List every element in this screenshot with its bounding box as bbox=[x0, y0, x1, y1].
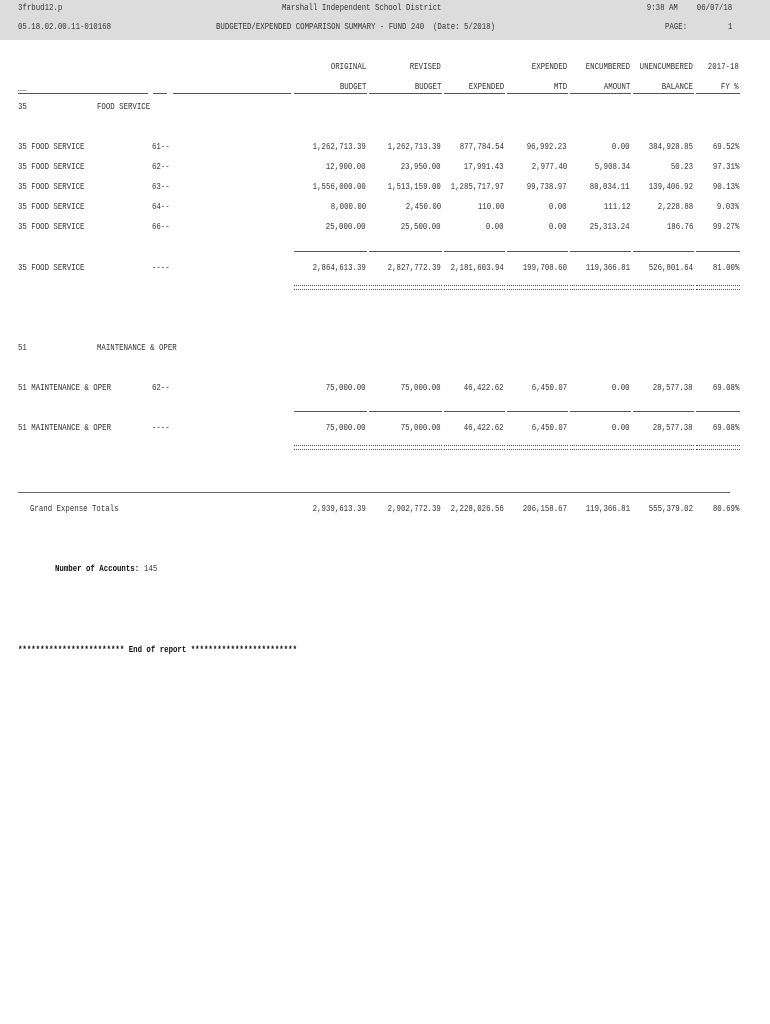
section-total-value: 526,801.64 bbox=[648, 263, 693, 273]
row-value: 46,422.62 bbox=[464, 383, 504, 393]
header-underline bbox=[507, 93, 568, 94]
column-header-bottom: MTD bbox=[553, 82, 567, 92]
subtotal-rule bbox=[369, 251, 442, 252]
row-label: 35 FOOD SERVICE bbox=[18, 222, 85, 232]
total-double-rule bbox=[507, 285, 568, 290]
column-header-top: EXPENDED bbox=[531, 62, 567, 72]
row-value: 139,406.92 bbox=[648, 182, 693, 192]
total-double-rule bbox=[444, 285, 505, 290]
accounts-label: Number of Accounts: bbox=[55, 564, 140, 574]
row-value: 9.03% bbox=[716, 202, 739, 212]
row-value: 6,450.07 bbox=[531, 383, 567, 393]
section-total-value: 81.00% bbox=[712, 263, 739, 273]
report-time: 9:38 AM bbox=[646, 3, 678, 13]
total-double-rule bbox=[294, 445, 367, 450]
row-value: 384,928.85 bbox=[648, 142, 693, 152]
subtotal-rule bbox=[507, 251, 568, 252]
subtotal-rule bbox=[369, 411, 442, 412]
section-total-value: 6,450.07 bbox=[531, 423, 567, 433]
header-underline bbox=[633, 93, 694, 94]
row-value: 1,262,713.39 bbox=[387, 142, 441, 152]
subtotal-rule bbox=[696, 411, 740, 412]
header-underline bbox=[18, 93, 148, 94]
grand-total-value: 119,366.81 bbox=[585, 504, 630, 514]
row-label: 35 FOOD SERVICE bbox=[18, 142, 85, 152]
column-header-bottom: BALANCE bbox=[661, 82, 693, 92]
header-underline bbox=[153, 93, 167, 94]
total-double-rule bbox=[570, 445, 631, 450]
column-header-top: UNENCUMBERED bbox=[639, 62, 693, 72]
column-header-bottom: AMOUNT bbox=[603, 82, 630, 92]
row-value: 50.23 bbox=[670, 162, 693, 172]
section-code: 35 bbox=[18, 102, 27, 112]
header-underline bbox=[369, 93, 442, 94]
row-object: 61-- bbox=[152, 142, 170, 152]
column-header-bottom: EXPENDED bbox=[468, 82, 504, 92]
section-total-value: 2,181,603.94 bbox=[450, 263, 504, 273]
row-value: 0.00 bbox=[612, 383, 630, 393]
grand-separator bbox=[18, 492, 730, 493]
row-value: 0.00 bbox=[549, 222, 567, 232]
row-object: 62-- bbox=[152, 383, 170, 393]
section-total-value: 2,827,772.39 bbox=[387, 263, 441, 273]
subtotal-rule bbox=[444, 411, 505, 412]
row-value: 88,034.11 bbox=[590, 182, 630, 192]
row-value: 90.13% bbox=[712, 182, 739, 192]
subtotal-rule bbox=[633, 251, 694, 252]
section-total-value: 2,864,613.39 bbox=[312, 263, 366, 273]
total-double-rule bbox=[570, 285, 631, 290]
column-header-top: ORIGINAL bbox=[330, 62, 366, 72]
row-value: 25,500.00 bbox=[401, 222, 441, 232]
column-header-bottom: FY % bbox=[721, 82, 739, 92]
section-total-value: 0.00 bbox=[612, 423, 630, 433]
section-total-value: 119,366.81 bbox=[585, 263, 630, 273]
report-title: BUDGETED/EXPENDED COMPARISON SUMMARY - FUND 240 (Date: 5/2018) bbox=[216, 22, 496, 32]
page-label: PAGE: bbox=[665, 22, 688, 32]
row-value: 5,908.34 bbox=[594, 162, 630, 172]
blank-column: __ bbox=[18, 83, 27, 93]
row-value: 12,900.00 bbox=[326, 162, 366, 172]
subtotal-rule bbox=[696, 251, 740, 252]
row-object: 66-- bbox=[152, 222, 170, 232]
section-total-value: 46,422.62 bbox=[464, 423, 504, 433]
section-total-value: 75,000.00 bbox=[326, 423, 366, 433]
subtotal-rule bbox=[633, 411, 694, 412]
grand-total-label: Grand Expense Totals bbox=[30, 504, 119, 514]
header-underline bbox=[294, 93, 367, 94]
total-double-rule bbox=[369, 445, 442, 450]
column-header-bottom: BUDGET bbox=[339, 82, 366, 92]
subtotal-rule bbox=[444, 251, 505, 252]
report-date: 06/07/18 bbox=[696, 3, 732, 13]
grand-total-value: 2,902,772.39 bbox=[387, 504, 441, 514]
row-object: 64-- bbox=[152, 202, 170, 212]
section-name: MAINTENANCE & OPER bbox=[97, 343, 177, 353]
row-value: 186.76 bbox=[666, 222, 693, 232]
grand-total-value: 2,228,026.56 bbox=[450, 504, 504, 514]
end-of-report: ************************ End of report ************************ bbox=[18, 645, 298, 655]
subtotal-rule bbox=[570, 411, 631, 412]
row-value: 1,262,713.39 bbox=[312, 142, 366, 152]
row-value: 0.00 bbox=[486, 222, 504, 232]
row-label: 35 FOOD SERVICE bbox=[18, 202, 85, 212]
row-value: 111.12 bbox=[603, 202, 630, 212]
row-value: 2,977.40 bbox=[531, 162, 567, 172]
row-value: 75,000.00 bbox=[326, 383, 366, 393]
page-number: 1 bbox=[727, 22, 732, 32]
section-name: FOOD SERVICE bbox=[97, 102, 151, 112]
header-underline bbox=[570, 93, 631, 94]
section-total-value: 75,000.00 bbox=[401, 423, 441, 433]
total-double-rule bbox=[369, 285, 442, 290]
row-value: 28,577.38 bbox=[653, 383, 693, 393]
row-value: 877,784.54 bbox=[459, 142, 504, 152]
row-value: 2,450.00 bbox=[405, 202, 441, 212]
grand-total-value: 555,379.02 bbox=[648, 504, 693, 514]
grand-total-value: 206,158.67 bbox=[522, 504, 567, 514]
row-label: 35 FOOD SERVICE bbox=[18, 182, 85, 192]
total-double-rule bbox=[633, 285, 694, 290]
row-value: 1,556,000.00 bbox=[312, 182, 366, 192]
total-double-rule bbox=[696, 285, 740, 290]
section-total-object: ---- bbox=[152, 423, 170, 433]
row-value: 69.08% bbox=[712, 383, 739, 393]
row-value: 96,992.23 bbox=[527, 142, 567, 152]
header-underline bbox=[696, 93, 740, 94]
column-header-top: 2017-18 bbox=[707, 62, 739, 72]
accounts-count: 145 bbox=[144, 564, 158, 574]
row-value: 0.00 bbox=[549, 202, 567, 212]
section-total-object: ---- bbox=[152, 263, 170, 273]
row-value: 99.27% bbox=[712, 222, 739, 232]
total-double-rule bbox=[696, 445, 740, 450]
total-double-rule bbox=[444, 445, 505, 450]
row-value: 1,513,159.00 bbox=[387, 182, 441, 192]
subtotal-rule bbox=[570, 251, 631, 252]
row-value: 1,285,717.97 bbox=[450, 182, 504, 192]
row-value: 8,000.00 bbox=[330, 202, 366, 212]
subtotal-rule bbox=[294, 411, 367, 412]
row-value: 99,738.97 bbox=[527, 182, 567, 192]
section-code: 51 bbox=[18, 343, 27, 353]
grand-total-value: 2,939,613.39 bbox=[312, 504, 366, 514]
row-value: 23,950.00 bbox=[401, 162, 441, 172]
total-double-rule bbox=[633, 445, 694, 450]
section-total-value: 69.08% bbox=[712, 423, 739, 433]
section-total-label: 35 FOOD SERVICE bbox=[18, 263, 85, 273]
row-value: 17,991.43 bbox=[464, 162, 504, 172]
row-object: 63-- bbox=[152, 182, 170, 192]
row-label: 35 FOOD SERVICE bbox=[18, 162, 85, 172]
grand-total-value: 80.69% bbox=[712, 504, 739, 514]
column-header-bottom: BUDGET bbox=[414, 82, 441, 92]
row-value: 0.00 bbox=[612, 142, 630, 152]
row-value: 2,228.88 bbox=[657, 202, 693, 212]
subtotal-rule bbox=[507, 411, 568, 412]
row-value: 75,000.00 bbox=[401, 383, 441, 393]
section-total-value: 28,577.38 bbox=[653, 423, 693, 433]
column-header-top: REVISED bbox=[409, 62, 441, 72]
subtotal-rule bbox=[294, 251, 367, 252]
total-double-rule bbox=[507, 445, 568, 450]
section-total-value: 199,708.60 bbox=[522, 263, 567, 273]
column-header-top: ENCUMBERED bbox=[585, 62, 630, 72]
row-value: 25,000.00 bbox=[326, 222, 366, 232]
section-total-label: 51 MAINTENANCE & OPER bbox=[18, 423, 112, 433]
row-value: 69.52% bbox=[712, 142, 739, 152]
row-value: 25,313.24 bbox=[590, 222, 630, 232]
row-label: 51 MAINTENANCE & OPER bbox=[18, 383, 112, 393]
district-name: Marshall Independent School District bbox=[282, 3, 442, 13]
total-double-rule bbox=[294, 285, 367, 290]
header-underline bbox=[173, 93, 291, 94]
header-underline bbox=[444, 93, 505, 94]
program-name: 3frbud12.p bbox=[18, 3, 63, 13]
row-value: 110.00 bbox=[477, 202, 504, 212]
row-object: 62-- bbox=[152, 162, 170, 172]
report-code: 05.18.02.00.11-010168 bbox=[18, 22, 112, 32]
row-value: 97.31% bbox=[712, 162, 739, 172]
